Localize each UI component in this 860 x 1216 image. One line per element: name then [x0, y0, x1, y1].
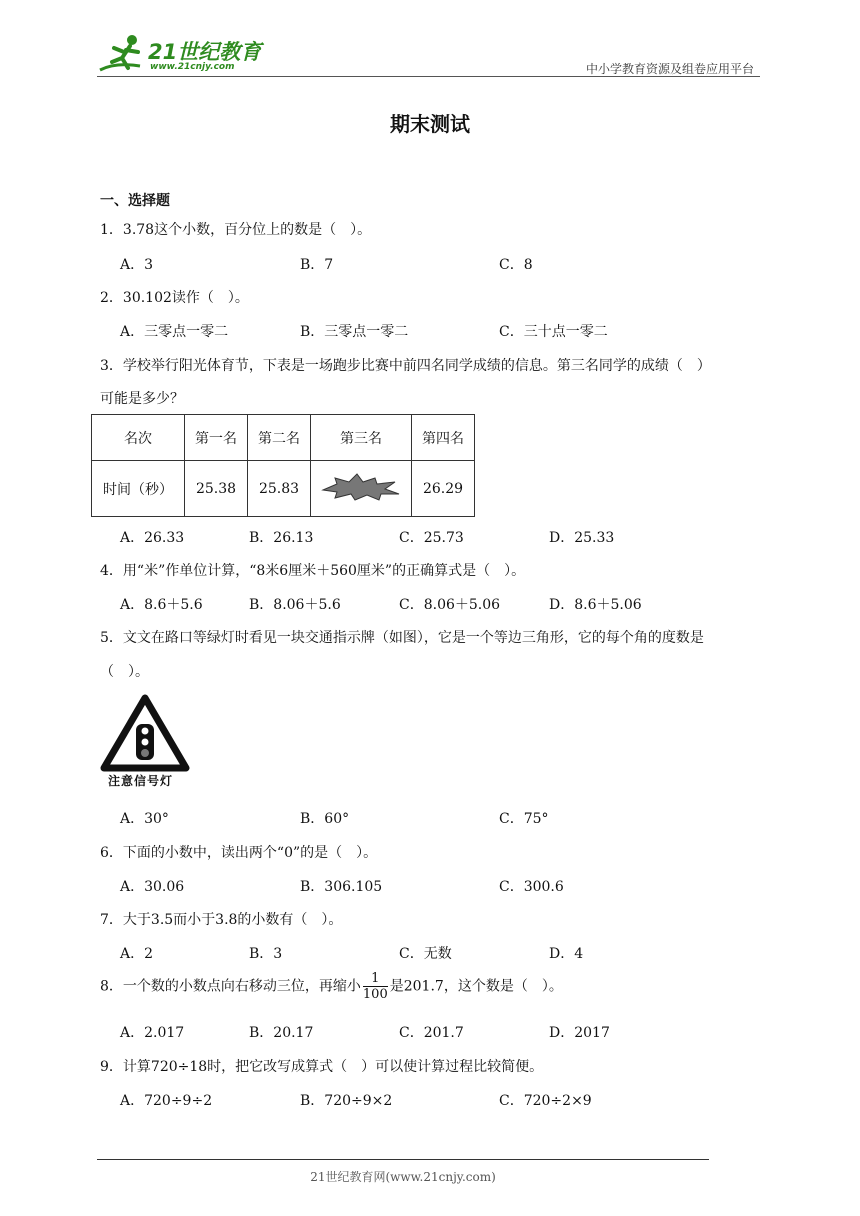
- footer-text: 21世纪教育网(www.21cnjy.com): [310, 1170, 496, 1184]
- fraction-one-hundredth: [363, 971, 388, 1002]
- q5-option-c: C．75°: [499, 811, 549, 827]
- q8-option-c: C．201.7: [399, 1025, 464, 1041]
- logo-text: 21世纪教育: [148, 40, 262, 64]
- q8-option-a: A．2.017: [120, 1025, 185, 1041]
- question-6-stem: 6．下面的小数中，读出两个“0”的是（ ）。: [100, 845, 378, 861]
- question-4-stem: 4．用“米”作单位计算，“8米6厘米＋560厘米”的正确算式是（ ）。: [100, 563, 526, 579]
- q5-option-b: B．60°: [300, 811, 350, 827]
- question-5-stem-line2: （ ）。: [100, 664, 149, 680]
- q3-option-a: A．26.33: [120, 530, 185, 546]
- question-1-stem: 1．3.78这个小数，百分位上的数是（ ）。: [100, 222, 372, 238]
- q9-option-a: A．720÷9÷2: [120, 1093, 213, 1109]
- q2-option-b: B．三零点一零二: [300, 324, 409, 340]
- q7-option-a: A．2: [120, 946, 154, 962]
- fraction-numerator: 1: [363, 971, 388, 987]
- table-header-second: 第二名: [248, 415, 311, 461]
- table-header-third: 第三名: [311, 415, 412, 461]
- q6-option-c: C．300.6: [499, 879, 564, 895]
- q7-option-b: B．3: [249, 946, 283, 962]
- q7-option-d: D．4: [549, 946, 584, 962]
- logo-url: www.21cnjy.com: [150, 62, 235, 72]
- q2-option-a: A．三零点一零二: [120, 324, 229, 340]
- q8-option-b: B．20.17: [249, 1025, 314, 1041]
- ink-blot-icon: [319, 470, 403, 504]
- traffic-light-warning-icon: [100, 694, 190, 774]
- q7-option-c: C．无数: [399, 946, 452, 962]
- q8-stem-part-b: 是201.7，这个数是（ ）。: [389, 978, 563, 995]
- q6-option-b: B．306.105: [300, 879, 383, 895]
- q4-option-c: C．8.06＋5.06: [399, 597, 501, 613]
- fraction-denominator: 100: [362, 987, 388, 1002]
- q4-option-d: D．8.6＋5.06: [549, 597, 642, 613]
- q8-option-d: D．2017: [549, 1025, 610, 1041]
- page-title: 期末测试: [390, 112, 470, 136]
- q3-option-d: D．25.33: [549, 530, 615, 546]
- question-9-stem: 9．计算720÷18时，把它改写成算式（ ）可以使计算过程比较简便。: [100, 1059, 544, 1075]
- q8-stem-part-a: 8．一个数的小数点向右移动三位，再缩小: [100, 978, 361, 995]
- question-2-stem: 2．30.102读作（ ）。: [100, 290, 249, 306]
- q1-option-a: A．3: [120, 257, 154, 273]
- q3-option-c: C．25.73: [399, 530, 464, 546]
- q6-option-a: A．30.06: [120, 879, 185, 895]
- table-row-label: 时间（秒）: [92, 461, 185, 517]
- question-5-stem: 5．文文在路口等绿灯时看见一块交通指示牌（如图），它是一个等边三角形，它的每个角的度数是: [100, 630, 704, 646]
- q4-option-b: B．8.06＋5.6: [249, 597, 341, 613]
- runner-logo-icon: [96, 32, 156, 78]
- header-divider: [97, 76, 760, 77]
- table-cell-first: 25.38: [185, 461, 248, 517]
- section-heading: 一、选择题: [100, 193, 170, 209]
- sign-caption: 注意信号灯: [108, 774, 174, 788]
- question-8-stem: [100, 971, 563, 1002]
- footer-divider: [97, 1159, 709, 1160]
- q5-option-a: A．30°: [120, 811, 169, 827]
- table-cell-fourth: 26.29: [412, 461, 475, 517]
- q2-option-c: C．三十点一零二: [499, 324, 608, 340]
- table-header-rank: 名次: [92, 415, 185, 461]
- table-header-fourth: 第四名: [412, 415, 475, 461]
- question-7-stem: 7．大于3.5而小于3.8的小数有（ ）。: [100, 912, 343, 928]
- q4-option-a: A．8.6＋5.6: [120, 597, 203, 613]
- q1-option-b: B．7: [300, 257, 334, 273]
- table-cell-third: [311, 461, 412, 517]
- q3-option-b: B．26.13: [249, 530, 314, 546]
- table-cell-second: 25.83: [248, 461, 311, 517]
- race-results-table: [91, 414, 475, 517]
- question-3-stem: 3．学校举行阳光体育节，下表是一场跑步比赛中前四名同学成绩的信息。第三名同学的成绩（ ）: [100, 358, 711, 374]
- q1-option-c: C．8: [499, 257, 533, 273]
- q9-option-b: B．720÷9×2: [300, 1093, 393, 1109]
- header-platform-text: 中小学教育资源及组卷应用平台: [585, 62, 754, 76]
- q9-option-c: C．720÷2×9: [499, 1093, 592, 1109]
- table-header-first: 第一名: [185, 415, 248, 461]
- question-3-stem-line2: 可能是多少？: [100, 391, 184, 407]
